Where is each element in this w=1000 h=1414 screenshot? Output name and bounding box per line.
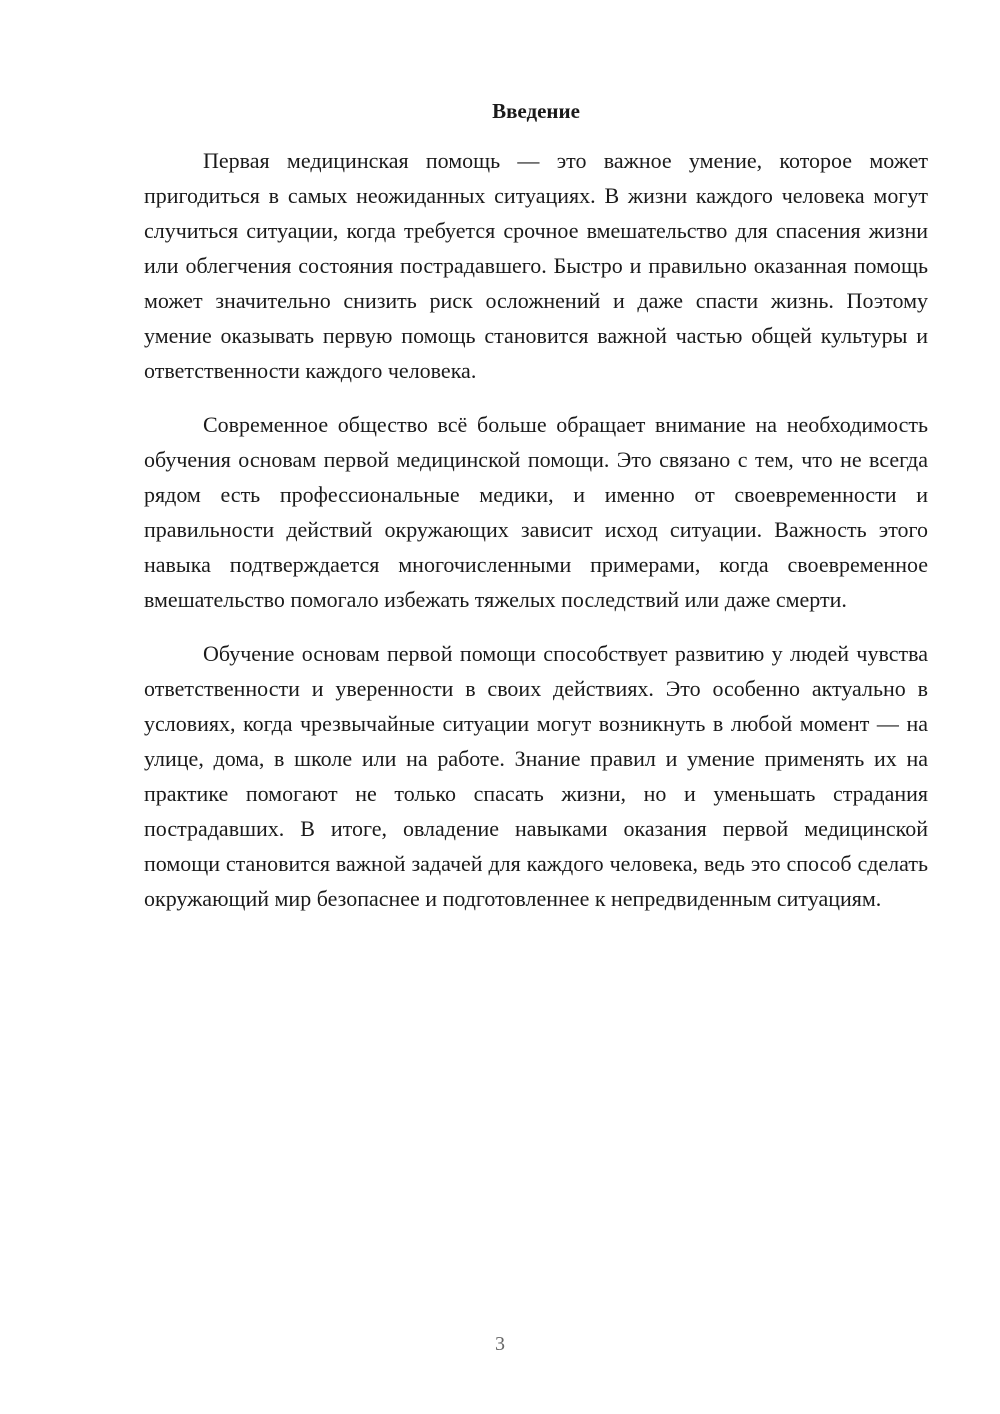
page-number: 3 [495, 1333, 505, 1355]
section-title: Введение [492, 99, 580, 123]
document-page [144, 97, 928, 935]
paragraph-3: Обучение основам первой помощи способствует развитию у людей чувства ответственности и уверенности в своих действиях. Это особенно актуально в условиях, когда чрезвычайные ситуации могут возникнуть в любой момент — на улице, дома, в школе или на работе. Знание правил и умение применять их на практике помогают не только спасать жизни, но и уменьшать страдания пострадавших. В итоге, овладение навыками оказания первой медицинской помощи становится важной задачей для каждого человека, ведь это способ сделать окружающий мир безопаснее и подготовленнее к непредвиденным ситуациям. [144, 641, 928, 911]
paragraph-2: Современное общество всё больше обращает внимание на необходимость обучения основам первой медицинской помощи. Это связано с тем, что не всегда рядом есть профессиональные медики, и именно от своевременности и правильности действий окружающих зависит исход ситуации. Важность этого навыка подтверждается многочисленными примерами, когда своевременное вмешательство помогало избежать тяжелых последствий или даже смерти. [144, 412, 928, 612]
paragraph-1: Первая медицинская помощь — это важное умение, которое может пригодиться в самых неожиданных ситуациях. В жизни каждого человека могут случиться ситуации, когда требуется срочное вмешательство для спасения жизни или облегчения состояния пострадавшего. Быстро и правильно оказанная помощь может значительно снизить риск осложнений и даже спасти жизнь. Поэтому умение оказывать первую помощь становится важной частью общей культуры и ответственности каждого человека. [144, 148, 928, 383]
